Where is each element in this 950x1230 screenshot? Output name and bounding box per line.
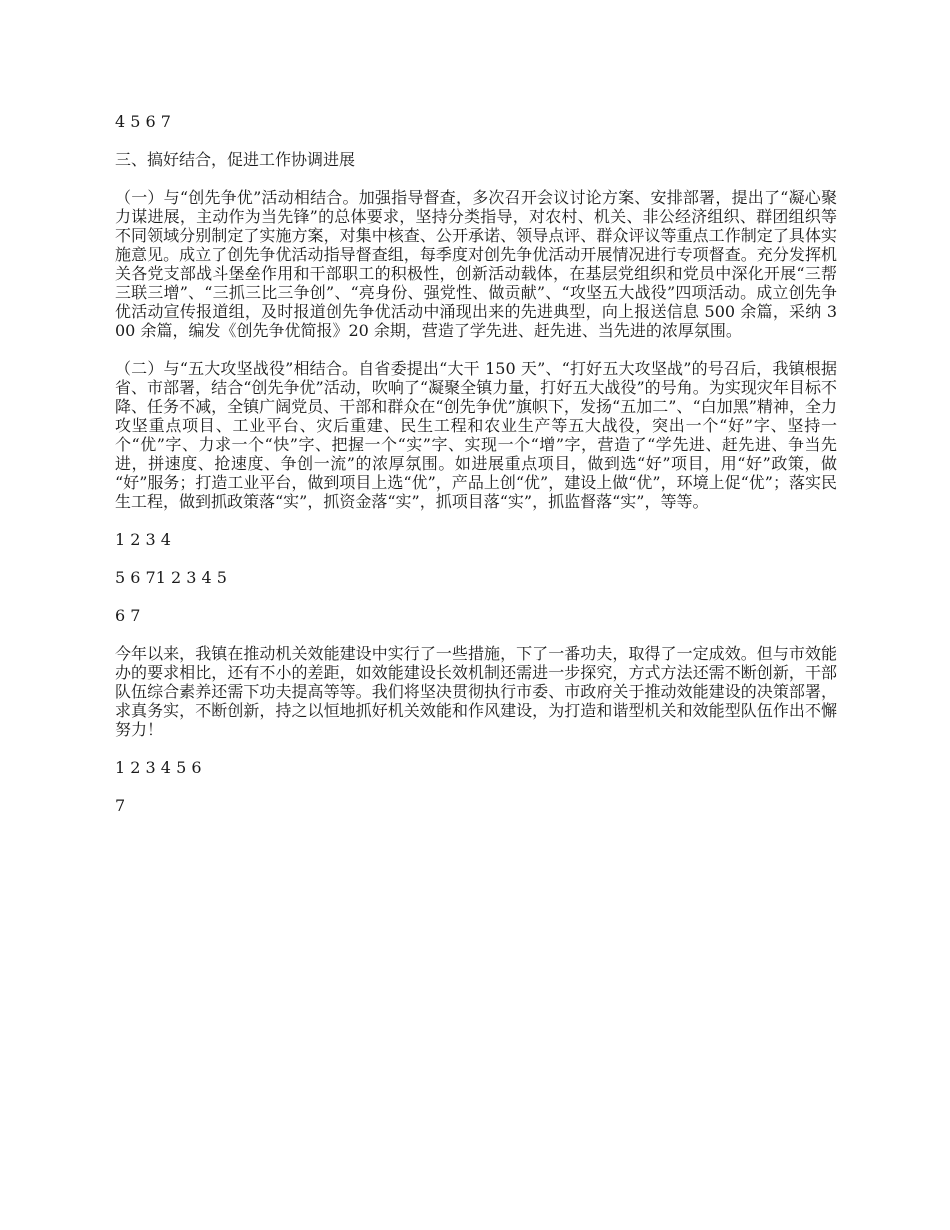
page-numbers-line: 7 — [115, 796, 126, 815]
page-numbers-line: 1 2 3 4 — [115, 530, 171, 549]
body-paragraph: 今年以来，我镇在推动机关效能建设中实行了一些措施，下了一番功夫，取得了一定成效。但与市效能办的要求相比，还有不小的差距，如效能建设长效机制还需进一步探究，方式方法还需不断创新，干部队伍综合素养还需下功夫提高等等。我们将坚决贯彻执行市委、市政府关于推动效能建设的决策部署，求真务实，不断创新，持之以恒地抓好机关效能和作风建设，为打造和谐型机关和效能型队伍作出不懈努力！ — [115, 644, 837, 739]
body-paragraph: （二）与“五大攻坚战役”相结合。自省委提出“大干 150 天”、“打好五大攻坚战”的号召后，我镇根据省、市部署，结合“创先争优”活动，吹响了“凝聚全镇力量，打好五大战役”的号角。为实现灾年目标不降、任务不减，全镇广阔党员、干部和群众在“创先争优”旗帜下，发扬“五加二”、“白加黑”精神，全力攻坚重点项目、工业平台、灾后重建、民生工程和农业生产等五大战役，突出一个“好”字、坚持一个“优”字、力求一个“快”字、把握一个“实”字、实现一个“增”字，营造了“学先进、赶先进、争当先进，拼速度、抢速度、争创一流”的浓厚氛围。如进展重点项目，做到选“好”项目，用“好”政策，做 “好”服务；打造工业平台，做到项目上选“优”，产品上创“优”，建设上做“优”，环境上促“优”；落实民生工程，做到抓政策落“实”，抓资金落“实”，抓项目落“实”，抓监督落“实”，等等。 — [115, 359, 837, 511]
page-numbers-line: 5 6 71 2 3 4 5 — [115, 568, 227, 587]
document-body — [115, 112, 837, 834]
page-numbers-line: 6 7 — [115, 606, 141, 625]
section-heading: 三、搞好结合，促进工作协调进展 — [115, 150, 356, 169]
page-numbers-line: 1 2 3 4 5 6 — [115, 758, 202, 777]
page-numbers-line: 4 5 6 7 — [115, 112, 171, 131]
body-paragraph: （一）与“创先争优”活动相结合。加强指导督查，多次召开会议讨论方案、安排部署，提出了“凝心聚力谋进展，主动作为当先锋”的总体要求，坚持分类指导，对农村、机关、非公经济组织、群团组织等不同领域分别制定了实施方案，对集中核查、公开承诺、领导点评、群众评议等重点工作制定了具体实施意见。成立了创先争优活动指导督查组，每季度对创先争优活动开展情况进行专项督查。充分发挥机关各党支部战斗堡垒作用和干部职工的积极性，创新活动载体，在基层党组织和党员中深化开展“三帮三联三增”、“三抓三比三争创”、“亮身份、强党性、做贡献”、“攻坚五大战役”四项活动。成立创先争优活动宣传报道组，及时报道创先争优活动中涌现出来的先进典型，向上报送信息 500 余篇，采纳 300 余篇，编发《创先争优简报》20 余期，营造了学先进、赶先进、当先进的浓厚氛围。 — [115, 188, 837, 340]
